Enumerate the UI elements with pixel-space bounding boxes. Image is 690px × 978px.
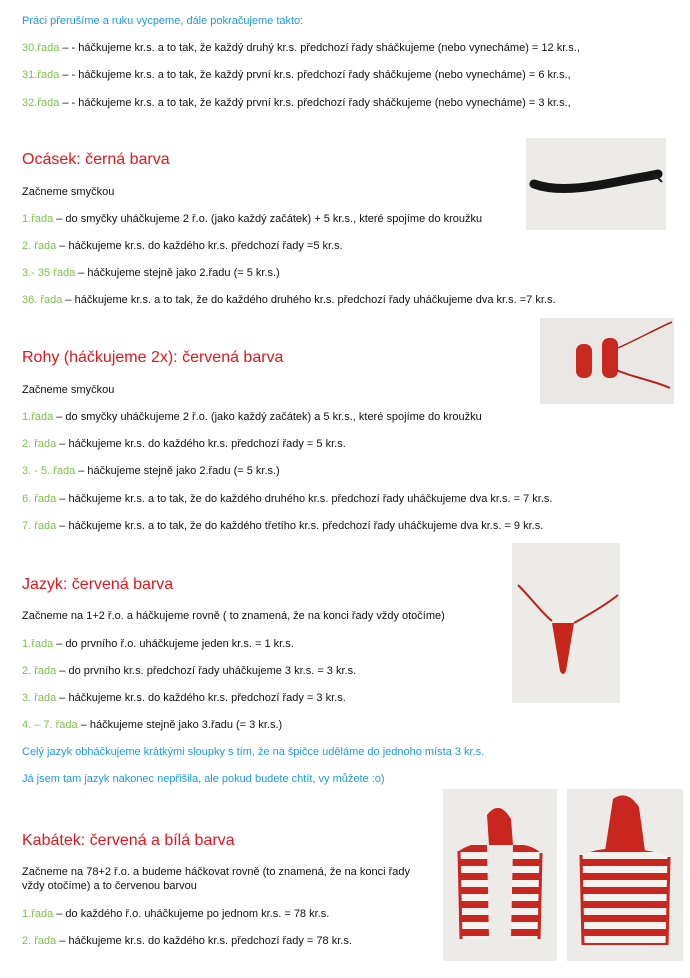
tongue-heading: Jazyk: červená barva [22,576,174,593]
row-text: – háčkujeme stejně jako 3.řadu (= 3 kr.s.) [77,719,283,731]
intro-text: Práci přerušíme a ruku vycpeme, dále pokračujeme takto: [22,15,304,27]
row-text: – - háčkujeme kr.s. a to tak, že každý druhý kr.s. předchozí řady sháčkujeme (nebo vynecháme) = 12 kr.s., [59,42,580,54]
horns-photo [540,318,674,404]
instruction-row [22,691,346,705]
horns-heading: Rohy (háčkujeme 2x): červená barva [22,349,284,366]
row-number: 1.řada [22,411,54,423]
row-text: – do každého ř.o. uháčkujeme po jednom kr.s. = 78 kr.s. [53,908,330,920]
row-text: – do smyčky uháčkujeme 2 ř.o. (jako každý začátek) a 5 kr.s., které spojíme do kroužku [53,411,482,423]
row-number: 1.řada [22,213,54,225]
row-text: – - háčkujeme kr.s. a to tak, že každý první kr.s. předchozí řady sháčkujeme (nebo vynecháme) = 3 kr.s., [59,97,571,109]
tongue-note: Celý jazyk obháčkujeme krátkými sloupky s tím, že na špičce uděláme do jednoho místa 3 kr.s. [22,746,485,758]
instruction-row [22,239,343,253]
row-number: 6. řada [22,493,57,505]
instruction-row [22,464,280,478]
row-text: – do prvního kr.s. předchozí řady uháčkujeme 3 kr.s. = 3 kr.s. [56,665,357,677]
instruction-row [22,266,280,280]
instruction-row [22,934,352,948]
row-text: – háčkujeme kr.s. a to tak, že do každého druhého kr.s. předchozí řady uháčkujeme dva kr.s. =7 kr.s. [62,294,556,306]
row-number: 2. řada [22,240,57,252]
row-text: – háčkujeme kr.s. do každého kr.s. předchozí řady = 3 kr.s. [56,692,346,704]
row-number: 30.řada [22,42,60,54]
row-number: 3.- 35 řada [22,267,76,279]
instruction-row [22,212,482,226]
jacket-heading: Kabátek: červená a bílá barva [22,832,235,849]
row-text: – háčkujeme kr.s. do každého kr.s. předchozí řady = 5 kr.s. [56,438,346,450]
row-number: 31.řada [22,69,60,81]
row-text: – - háčkujeme kr.s. a to tak, že každý první kr.s. předchozí řady sháčkujeme (nebo vynecháme) = 6 kr.s., [59,69,571,81]
row-text: – do smyčky uháčkujeme 2 ř.o. (jako každý začátek) + 5 kr.s., které spojíme do kroužku [53,213,483,225]
row-number: 7. řada [22,520,57,532]
instruction-row [22,718,282,732]
row-number: 3. řada [22,692,57,704]
instruction-row [22,437,346,451]
instruction-row [22,492,552,506]
tongue-start: Začneme na 1+2 ř.o. a háčkujeme rovně ( to znamená, že na konci řady vždy otočíme) [22,610,445,622]
row-text: – háčkujeme kr.s. a to tak, že do každého třetího kr.s. předchozí řady uháčkujeme dva kr.s. = 9 kr.s. [56,520,544,532]
tongue-photo [512,543,620,703]
row-number: 2. řada [22,665,57,677]
row-text: – háčkujeme stejně jako 2.řadu (= 5 kr.s.) [75,465,280,477]
row-number: 36. řada [22,294,63,306]
row-text: – háčkujeme kr.s. do každého kr.s. předchozí řady = 78 kr.s. [56,935,352,947]
instruction-row [22,410,482,424]
instruction-row [22,519,543,533]
jacket-start: Začneme na 78+2 ř.o. a budeme háčkovat rovně (to znamená, že na konci řady vždy otočíme) a to červenou barvou [22,866,410,892]
row-number: 1.řada [22,908,54,920]
instruction-row [22,664,356,678]
instruction-row [22,41,580,55]
instruction-row [22,907,329,921]
row-number: 4. – 7. řada [22,719,78,731]
row-text: – háčkujeme stejně jako 2.řadu (= 5 kr.s.) [75,267,280,279]
row-text: – do prvního ř.o. uháčkujeme jeden kr.s. = 1 kr.s. [53,638,294,650]
instruction-row [22,293,556,307]
jacket-photo-back [567,789,683,961]
row-text: – háčkujeme kr.s. a to tak, že do každého druhého kr.s. předchozí řady uháčkujeme dva kr.s. = 7 kr.s. [56,493,553,505]
instruction-row [22,96,571,110]
instruction-row [22,637,294,651]
row-text: – háčkujeme kr.s. do každého kr.s. předchozí řady =5 kr.s. [56,240,343,252]
horns-start: Začneme smyčkou [22,384,115,396]
tail-start: Začneme smyčkou [22,186,115,198]
instruction-row [22,68,571,82]
row-number: 2. řada [22,438,57,450]
tail-heading: Ocásek: černá barva [22,151,170,168]
row-number: 1.řada [22,638,54,650]
row-number: 2. řada [22,935,57,947]
tongue-note: Já jsem tam jazyk nakonec nepřišila, ale pokud budete chtít, vy můžete :o) [22,773,385,785]
row-number: 32.řada [22,97,60,109]
tail-photo [526,138,666,230]
jacket-photo-front [443,789,557,961]
row-number: 3. - 5. řada [22,465,76,477]
